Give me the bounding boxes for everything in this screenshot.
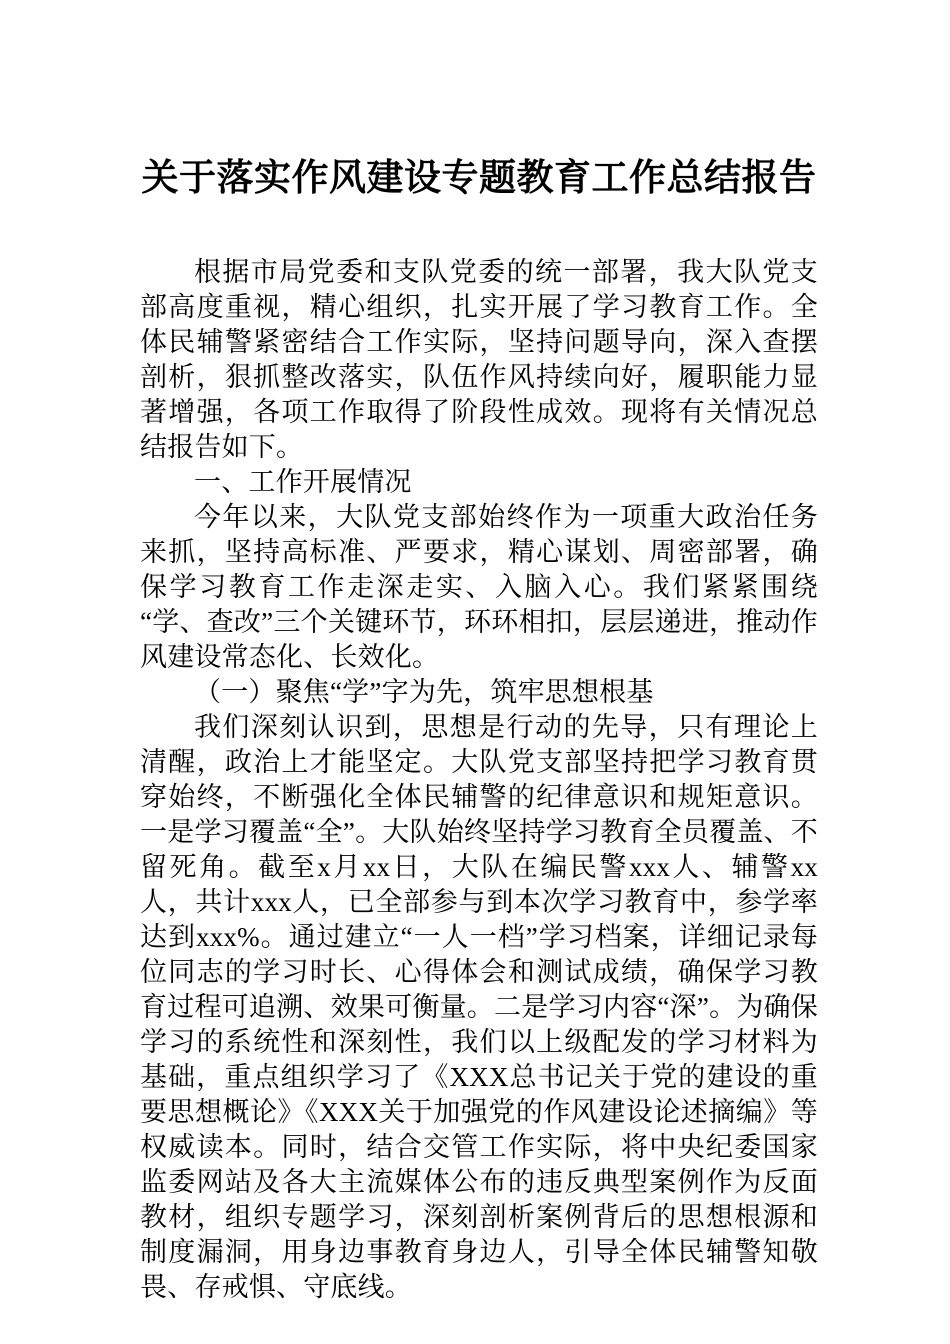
paragraph-intro: 根据市局党委和支队党委的统一部署，我大队党支部高度重视，精心组织，扎实开展了学习教育工作。全体民辅警紧密结合工作实际，坚持问题导向，深入查摆剖析，狠抓整改落实，队伍作风持续向好，履职能力显著增强，各项工作取得了阶段性成效。现将有关情况总结报告如下。	[140, 257, 818, 463]
document-title: 关于落实作风建设专题教育工作总结报告	[141, 158, 817, 199]
section-heading-work-progress: 一、工作开展情况	[194, 467, 412, 498]
paragraph-learning-details: 我们深刻认识到，思想是行动的先导，只有理论上清醒，政治上才能坚定。大队党支部坚持把学习教育贯穿始终，不断强化全体民辅警的纪律意识和规矩意识。一是学习覆盖“全”。大队始终坚持学习教育全员覆盖、不留死角。截至x月xx日，大队在编民警xxx人、辅警xx人，共计xxx人，已全部参与到本次学习教育中，参学率达到xxx%。通过建立“一人一档”学习档案，详细记录每位同志的学习时长、心得体会和测试成绩，确保学习教育过程可追溯、效果可衡量。二是学习内容“深”。为确保学习的系统性和深刻性，我们以上级配发的学习材料为基础，重点组织学习了《XXX总书记关于党的建设的重要思想概论》《XXX关于加强党的作风建设论述摘编》等权威读本。同时，结合交管工作实际，将中央纪委国家监委网站及各大主流媒体公布的违反典型案例作为反面教材，组织专题学习，深刻剖析案例背后的思想根源和制度漏洞，用身边事教育身边人，引导全体民辅警知敬畏、存戒惧、守底线。	[140, 712, 818, 1303]
paragraph-overview: 今年以来，大队党支部始终作为一项重大政治任务来抓，坚持高标准、严要求，精心谋划、周密部署，确保学习教育工作走深走实、入脑入心。我们紧紧围绕“学、查改”三个关键环节，环环相扣，层层递进，推动作风建设常态化、长效化。	[140, 502, 818, 673]
subsection-heading-focus-on-learning: （一）聚焦“学”字为先，筑牢思想根基	[194, 677, 654, 708]
